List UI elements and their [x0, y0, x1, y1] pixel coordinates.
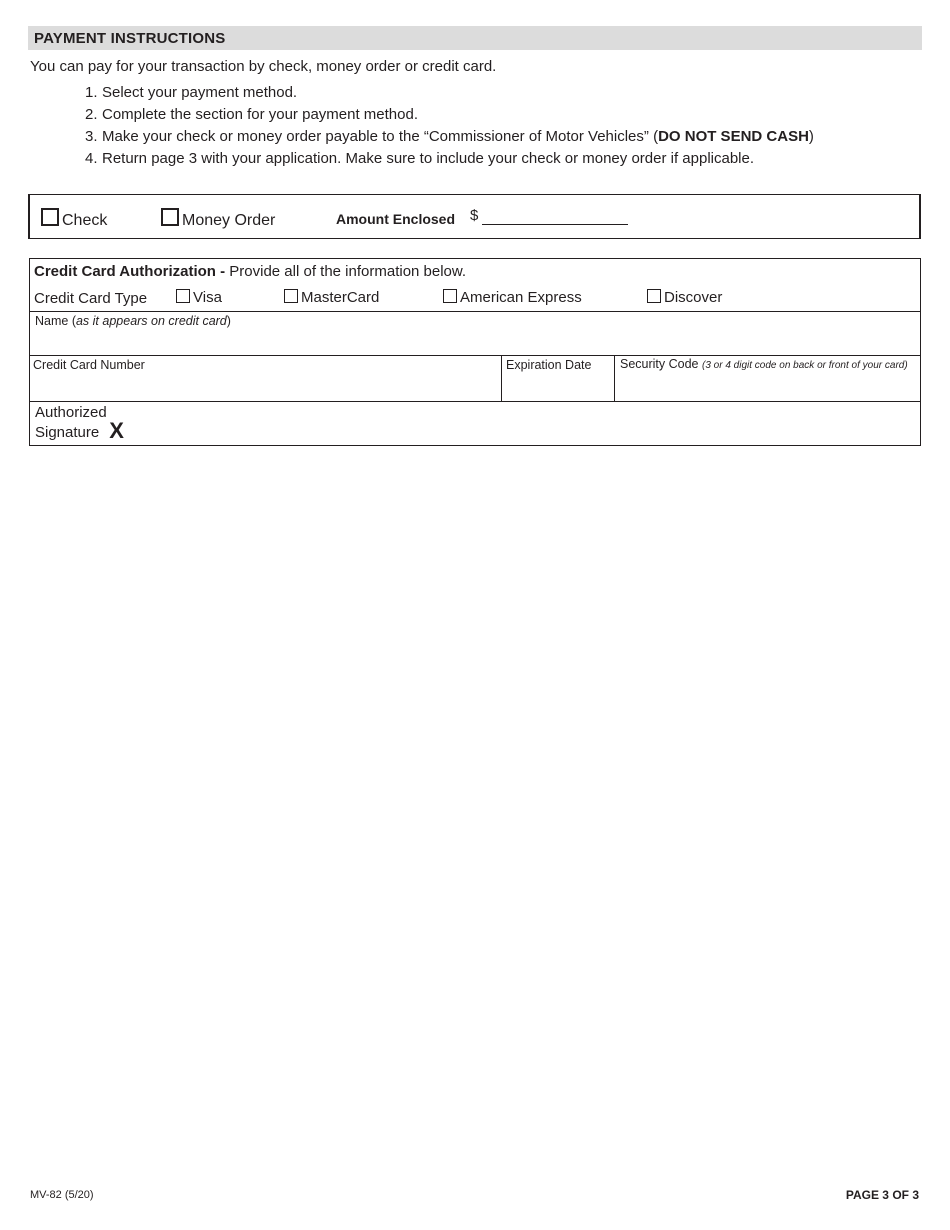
signature-field[interactable] [35, 404, 124, 442]
security-code-label: Security Code [620, 357, 699, 371]
step-item [85, 128, 814, 150]
amex-label: American Express [460, 289, 582, 306]
check-checkbox[interactable] [41, 208, 59, 226]
name-label-suffix: ) [226, 314, 231, 328]
card-type-mastercard[interactable] [284, 289, 379, 306]
card-type-amex[interactable] [443, 289, 582, 306]
expiration-date-label: Expiration Date [506, 358, 592, 372]
divider [501, 355, 502, 401]
currency-symbol: $ [470, 207, 479, 224]
card-number-label: Credit Card Number [33, 358, 145, 372]
money-order-checkbox[interactable] [161, 208, 179, 226]
step-item [85, 84, 814, 106]
card-type-visa[interactable] [176, 289, 222, 306]
mastercard-label: MasterCard [301, 289, 380, 306]
discover-label: Discover [664, 289, 723, 306]
signature-label-line2-row [35, 418, 124, 443]
divider [29, 401, 921, 402]
step-number: 2. [85, 106, 98, 123]
amount-enclosed-label: Amount Enclosed [336, 211, 456, 227]
card-number-field[interactable] [33, 358, 145, 372]
check-label: Check [62, 212, 108, 229]
step-text: Complete the section for your payment method. [102, 106, 418, 123]
step-item [85, 150, 814, 172]
step-text-end: ) [808, 128, 814, 145]
divider [29, 355, 921, 356]
name-field[interactable] [35, 314, 231, 328]
instruction-steps [85, 84, 814, 172]
signature-label-line1: Authorized [35, 404, 107, 421]
step-item [85, 106, 814, 128]
section-title: PAYMENT INSTRUCTIONS [34, 30, 226, 47]
step-number: 3. [85, 128, 98, 145]
credit-card-box [29, 258, 921, 446]
step-text: Return page 3 with your application. Make sure to include your check or money order if applicable. [102, 150, 755, 167]
form-id: MV-82 (5/20) [30, 1189, 94, 1201]
money-order-label: Money Order [182, 212, 276, 229]
credit-card-title-rest: Provide all of the information below. [225, 263, 467, 280]
step-text: Select your payment method. [102, 84, 298, 101]
credit-card-title-bold: Credit Card Authorization - [34, 263, 226, 280]
card-type-discover[interactable] [647, 289, 722, 306]
amount-enclosed-field[interactable] [482, 224, 628, 225]
name-label-prefix: Name ( [35, 314, 76, 328]
intro-text: You can pay for your transaction by check, money order or credit card. [30, 58, 497, 75]
expiration-date-field[interactable] [506, 358, 591, 372]
mastercard-checkbox[interactable] [284, 289, 298, 303]
discover-checkbox[interactable] [647, 289, 661, 303]
divider [29, 311, 921, 312]
divider [614, 355, 615, 401]
credit-card-title [34, 263, 466, 280]
step-number: 4. [85, 150, 98, 167]
signature-label-line2: Signature [35, 424, 100, 441]
visa-checkbox[interactable] [176, 289, 190, 303]
amex-checkbox[interactable] [443, 289, 457, 303]
step-text: Make your check or money order payable to the “Commissioner of Motor Vehicles” ( [102, 128, 659, 145]
check-option[interactable] [41, 208, 107, 230]
name-label-italic: as it appears on credit card [75, 314, 227, 328]
visa-label: Visa [193, 289, 222, 306]
step-warning: DO NOT SEND CASH [658, 128, 809, 145]
money-order-option[interactable] [161, 208, 275, 230]
step-number: 1. [85, 84, 98, 101]
card-type-label: Credit Card Type [34, 290, 148, 307]
signature-x-mark: X [109, 418, 124, 443]
page-number: PAGE 3 OF 3 [845, 1188, 919, 1202]
security-code-field[interactable] [620, 357, 908, 371]
security-code-hint: (3 or 4 digit code on back or front of your card) [702, 360, 908, 371]
